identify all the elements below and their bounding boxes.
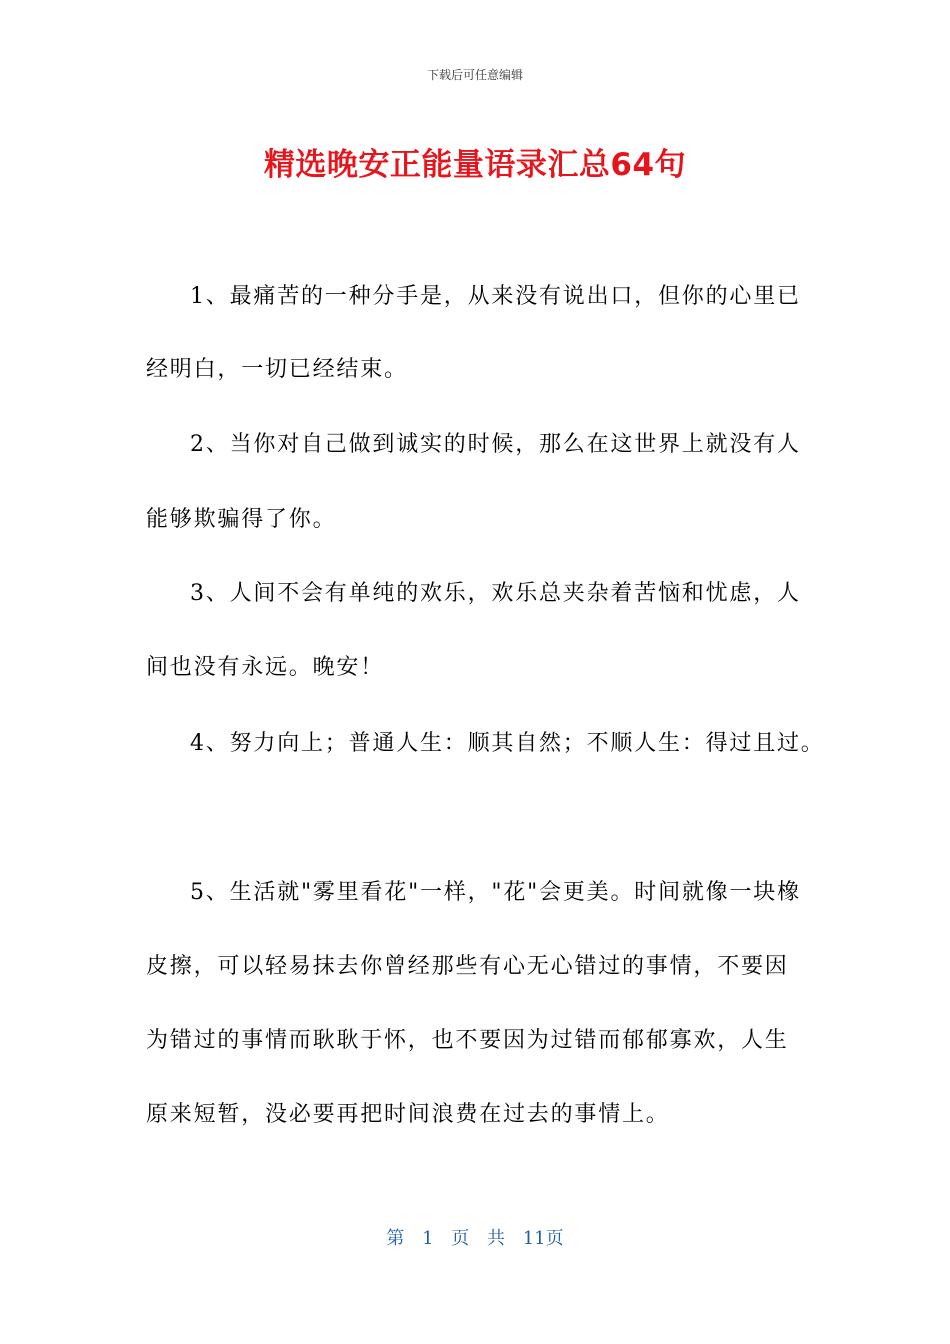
paragraph-line: 为错过的事情而耿耿于怀，也不要因为过错而郁郁寡欢，人生 <box>146 1028 789 1053</box>
page-footer <box>0 1226 950 1252</box>
footer-page-prefix: 第 <box>386 1228 405 1249</box>
header-note: 下载后可任意编辑 <box>426 68 523 82</box>
document-title: 精选晚安正能量语录汇总64句 <box>263 147 687 183</box>
paragraph-line: 3、人间不会有单纯的欢乐，欢乐总夹杂着苦恼和忧虑，人 <box>190 581 801 606</box>
footer-total-prefix: 共 <box>487 1228 505 1249</box>
footer-page-mid: 页 <box>451 1228 470 1249</box>
footer-page-number: 1 <box>422 1228 434 1249</box>
footer-total-pages: 11页 <box>522 1228 564 1249</box>
paragraph-line: 5、生活就"雾里看花"一样，"花"会更美。时间就像一块橡 <box>190 880 801 905</box>
paragraph-line: 能够欺骗得了你。 <box>146 507 337 532</box>
paragraph-line: 皮擦，可以轻易抹去你曾经那些有心无心错过的事情，不要因 <box>146 954 789 979</box>
paragraph-line: 4、努力向上；普通人生：顺其自然；不顺人生：得过且过。 <box>190 731 825 756</box>
paragraph-line: 1、最痛苦的一种分手是，从来没有说出口，但你的心里已 <box>190 284 801 309</box>
paragraph-line: 原来短暂，没必要再把时间浪费在过去的事情上。 <box>146 1102 670 1127</box>
paragraph-line: 经明白，一切已经结束。 <box>146 357 408 382</box>
paragraph-line: 2、当你对自己做到诚实的时候，那么在这世界上就没有人 <box>190 432 801 457</box>
paragraph-line: 间也没有永远。晚安！ <box>146 655 385 680</box>
